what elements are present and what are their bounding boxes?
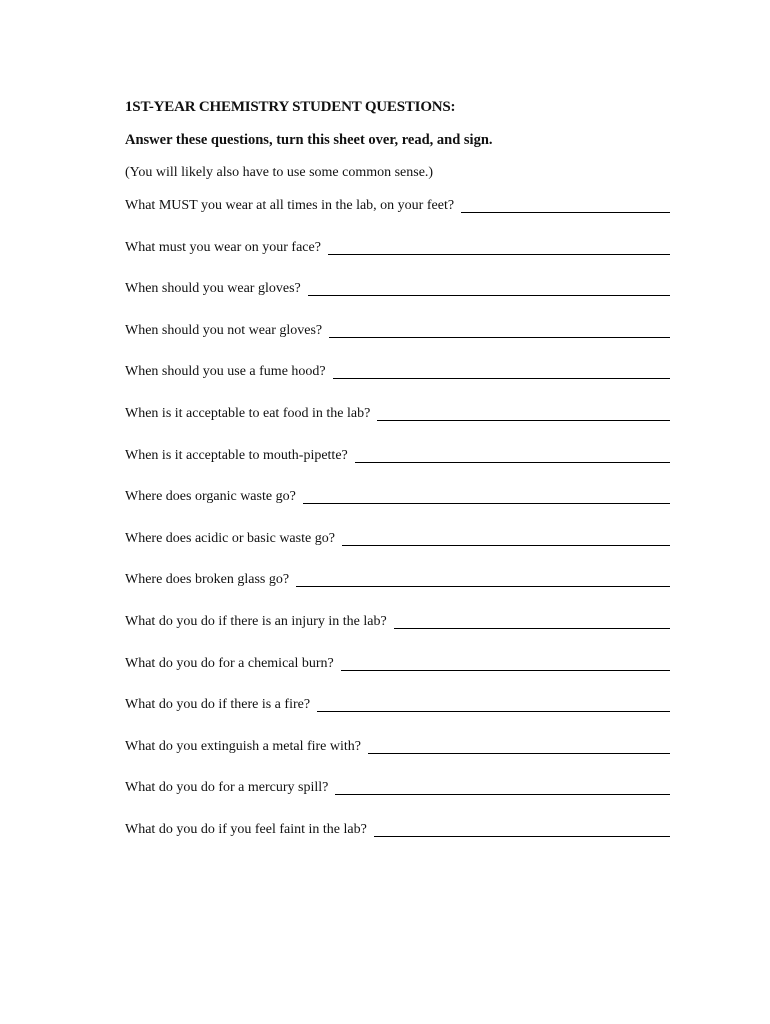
question-text: What do you do for a chemical burn? — [125, 655, 334, 671]
answer-field-face[interactable] — [328, 254, 670, 255]
answer-field-chemical-burn[interactable] — [341, 670, 670, 671]
question-text: What do you do if there is a fire? — [125, 697, 311, 713]
question-list — [125, 196, 670, 840]
answer-field-footwear[interactable] — [461, 212, 670, 213]
answer-field-organic-waste[interactable] — [303, 503, 670, 504]
answer-field-eat-food[interactable] — [377, 420, 670, 421]
note-text: (You will likely also have to use some common sense.) — [125, 165, 434, 180]
worksheet-title: 1ST-YEAR CHEMISTRY STUDENT QUESTIONS: — [125, 99, 456, 115]
worksheet — [125, 97, 670, 840]
question-text: What do you do for a mercury spill? — [125, 780, 329, 796]
question-text: When should you wear gloves? — [125, 281, 301, 297]
answer-field-mouth-pipette[interactable] — [355, 462, 670, 463]
question-text: Where does organic waste go? — [125, 489, 296, 505]
answer-field-feel-faint[interactable] — [374, 836, 670, 837]
question-text: What do you do if there is an injury in the lab? — [125, 613, 387, 629]
answer-field-mercury-spill[interactable] — [335, 794, 670, 795]
question-row-face — [125, 238, 670, 258]
question-row-metal-fire — [125, 737, 670, 757]
question-text: Where does acidic or basic waste go? — [125, 530, 335, 546]
question-row-chemical-burn — [125, 654, 670, 674]
question-text: When should you not wear gloves? — [125, 322, 323, 338]
answer-field-fire[interactable] — [317, 711, 670, 712]
answer-field-fume-hood[interactable] — [333, 378, 670, 379]
question-row-organic-waste — [125, 487, 670, 507]
question-text: What do you do if you feel faint in the lab? — [125, 821, 367, 837]
question-text: What do you extinguish a metal fire with? — [125, 738, 361, 754]
answer-field-injury[interactable] — [394, 628, 670, 629]
answer-field-broken-glass[interactable] — [296, 586, 670, 587]
question-text: When is it acceptable to mouth-pipette? — [125, 447, 348, 463]
question-row-mercury-spill — [125, 778, 670, 798]
question-row-wear-gloves — [125, 279, 670, 299]
answer-field-acid-base-waste[interactable] — [342, 545, 670, 546]
question-row-mouth-pipette — [125, 446, 670, 466]
question-row-eat-food — [125, 404, 670, 424]
instruction-text: Answer these questions, turn this sheet over, read, and sign. — [125, 132, 493, 148]
question-row-footwear — [125, 196, 670, 216]
question-row-fume-hood — [125, 362, 670, 382]
question-text: What MUST you wear at all times in the lab, on your feet? — [125, 198, 455, 213]
question-row-injury — [125, 612, 670, 632]
question-row-broken-glass — [125, 570, 670, 590]
answer-field-wear-gloves[interactable] — [308, 295, 670, 296]
question-text: When is it acceptable to eat food in the lab? — [125, 405, 371, 421]
answer-field-no-gloves[interactable] — [329, 337, 670, 338]
question-row-fire — [125, 695, 670, 715]
question-row-acid-base-waste — [125, 529, 670, 549]
question-row-feel-faint — [125, 820, 670, 840]
question-row-no-gloves — [125, 321, 670, 341]
question-text: Where does broken glass go? — [125, 572, 290, 588]
question-text: When should you use a fume hood? — [125, 364, 326, 380]
answer-field-metal-fire[interactable] — [368, 753, 670, 754]
question-text: What must you wear on your face? — [125, 239, 321, 255]
